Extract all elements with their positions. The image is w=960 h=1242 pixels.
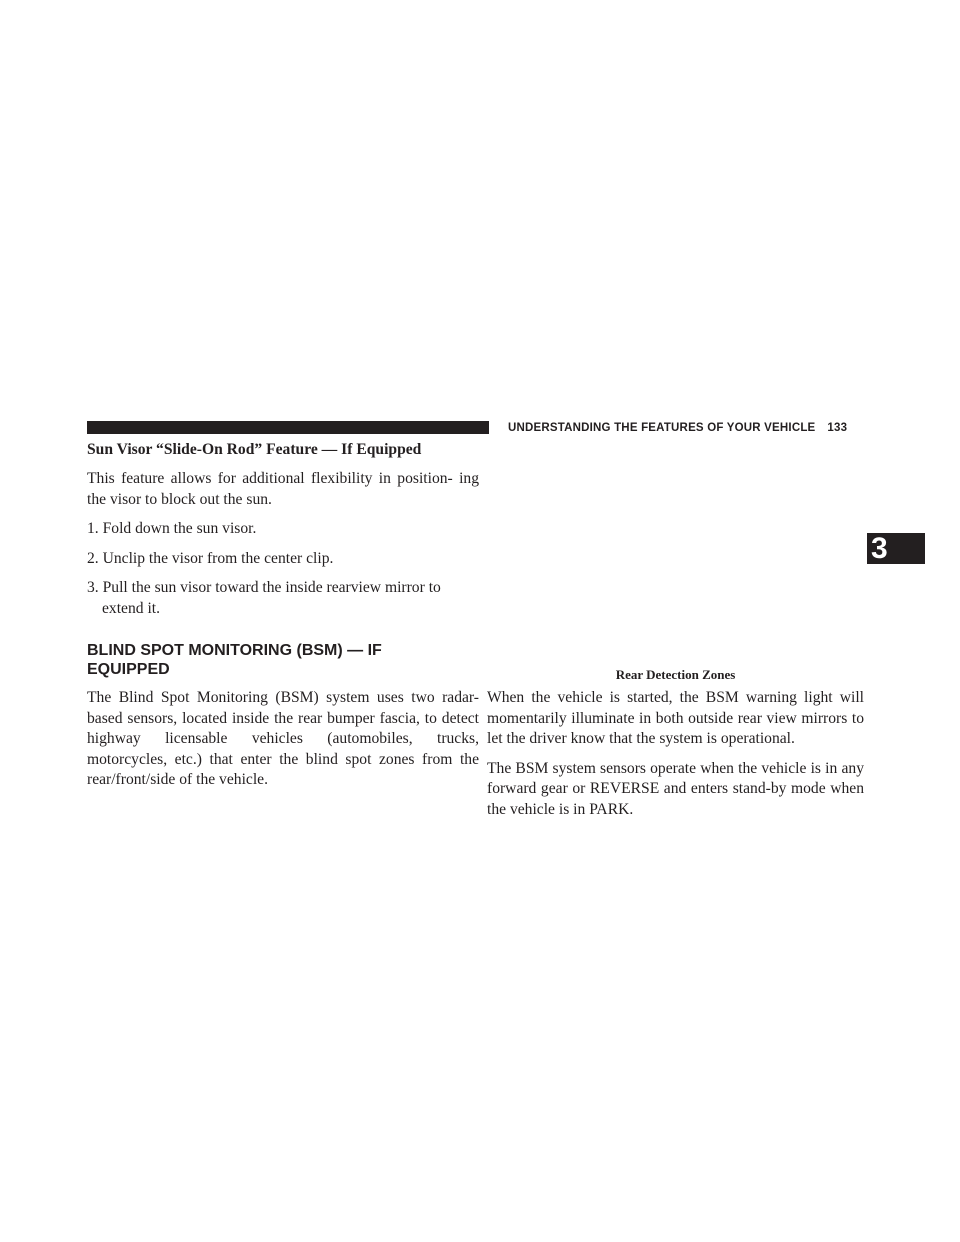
figure-caption: Rear Detection Zones	[615, 667, 736, 682]
step-item: 3. Pull the sun visor toward the inside rearview mirror to extend it.	[87, 579, 441, 617]
body-paragraph: When the vehicle is started, the BSM warning light will momentarily illuminate in both outside rear view mirrors to let the driver know that the system is operational.	[487, 689, 864, 747]
header-rule-bar	[87, 421, 489, 434]
step-item: 1. Fold down the sun visor.	[87, 520, 257, 537]
left-column	[87, 440, 479, 800]
page-number: 133	[827, 422, 848, 434]
step-item: 2. Unclip the visor from the center clip.	[87, 549, 334, 567]
running-head	[508, 420, 868, 436]
section-title: BLIND SPOT MONITORING (BSM) — IF EQUIPPED	[87, 642, 382, 678]
intro-paragraph: This feature allows for additional flexibility in position- ing the visor to block out the sun.	[87, 470, 479, 508]
bsm-paragraph: The Blind Spot Monitoring (BSM) system uses two radar- based sensors, located inside the rear bumper fascia, to detect highway licensable vehicles (automobiles, trucks, motorcycles, etc.) that enter the blind spot zones from the rear/front/side of the vehicle.	[87, 689, 479, 788]
body-paragraph: The BSM system sensors operate when the vehicle is in any forward gear or REVERSE and enters stand-by mode when the vehicle is in PARK.	[487, 759, 864, 818]
figure-area	[487, 440, 864, 660]
subheading: Sun Visor “Slide-On Rod” Feature — If Equipped	[87, 441, 422, 458]
running-head-title: UNDERSTANDING THE FEATURES OF YOUR VEHICLE	[508, 422, 816, 434]
chapter-tab: 3	[867, 533, 925, 564]
right-column	[487, 688, 864, 829]
